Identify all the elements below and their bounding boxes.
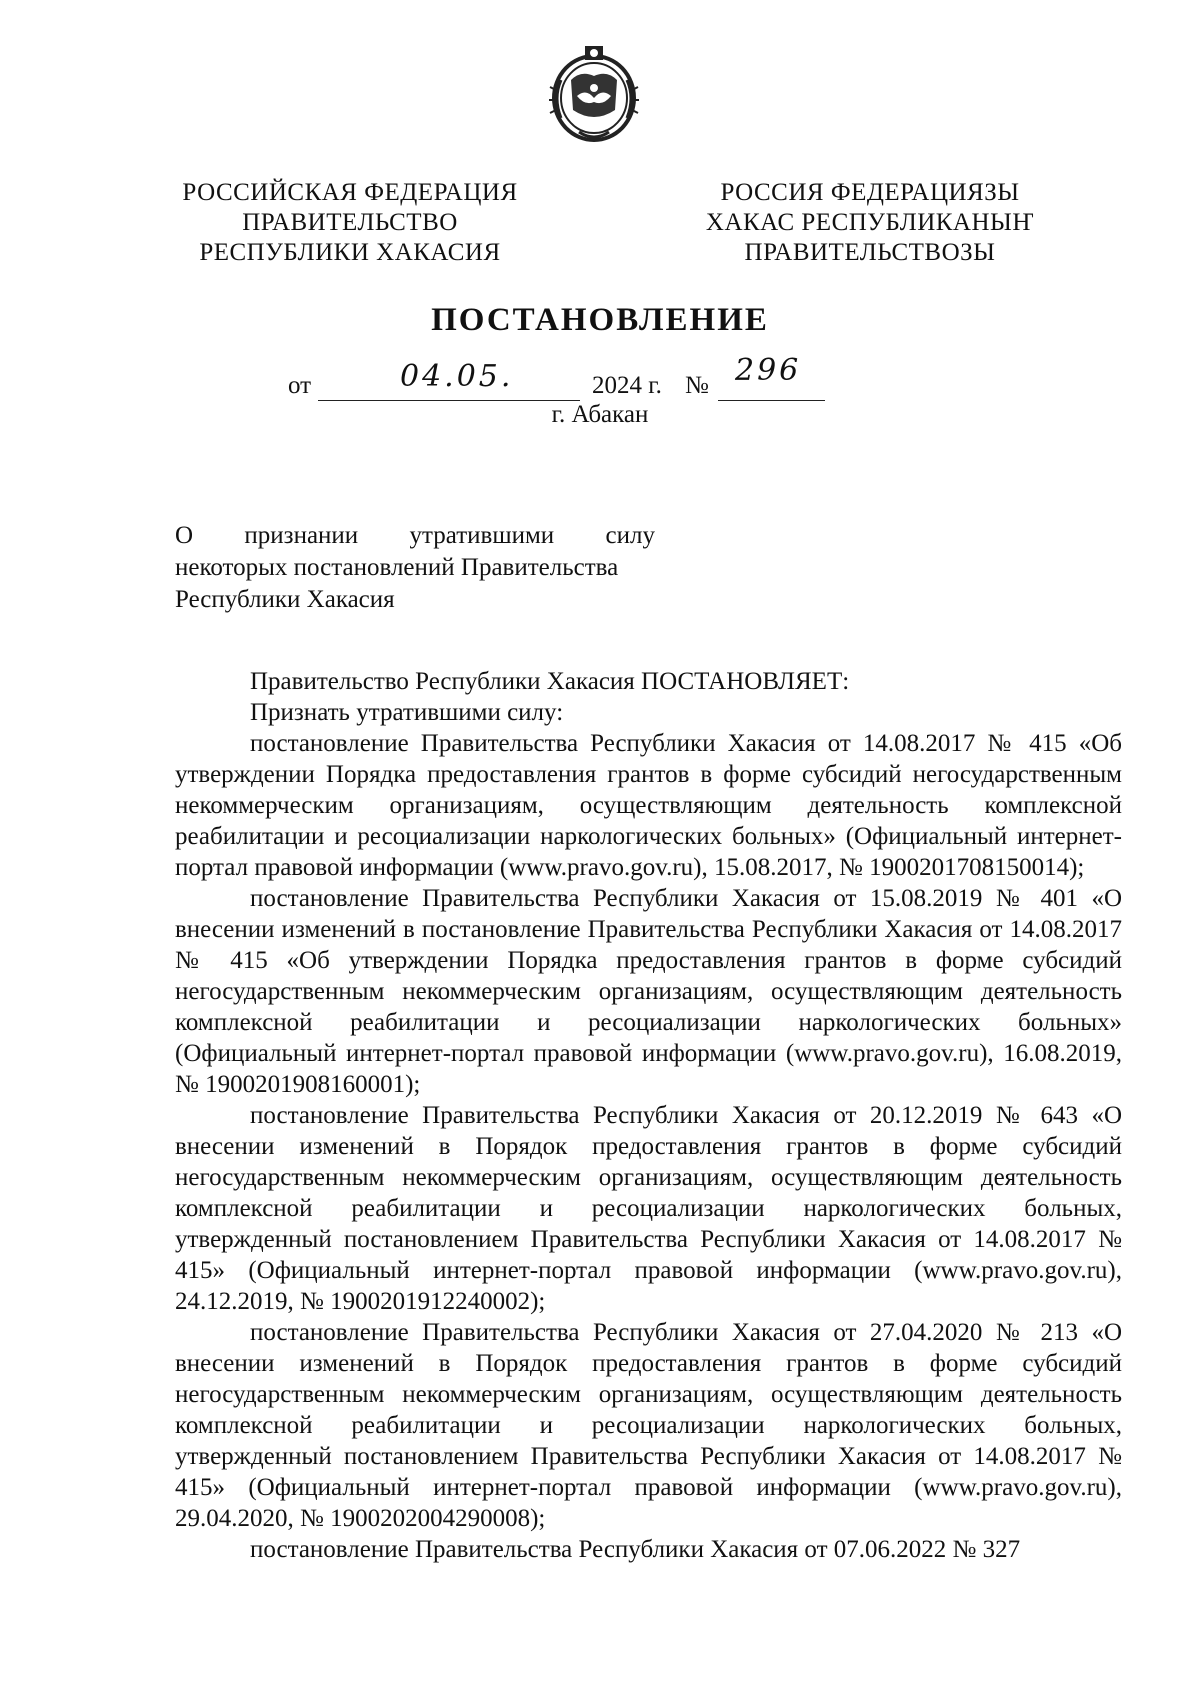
body-paragraph-preamble: Правительство Республики Хакасия ПОСТАНОВЛЯЕТ:	[250, 668, 850, 695]
header-right-block	[680, 178, 1060, 268]
document-body	[175, 666, 1122, 1565]
header-right-line-1: РОССИЯ ФЕДЕРАЦИЯЗЫ	[720, 179, 1020, 206]
number-sign: №	[685, 372, 709, 399]
body-paragraph-item-3: постановление Правительства Республики Хакасия от 20.12.2019 № 643 «О внесении изменений в Порядок предоставления грантов в форме субсидий негосударственным некоммерческим организациям, осуществляющим деятельность комплексной реабилитации и ресоциализации наркологических больных, утвержденный постановлением Правительства Республики Хакасия от 14.08.2017 № 415» (Официальный интернет-портал правовой информации (www.pravo.gov.ru), 24.12.2019, № 1900201912240002);	[175, 1102, 1122, 1315]
header-left-block	[150, 178, 550, 268]
document-title: ПОСТАНОВЛЕНИЕ	[431, 302, 769, 338]
body-paragraph-item-2: постановление Правительства Республики Хакасия от 15.08.2019 № 401 «О внесении изменений в постановление Правительства Республики Хакасия от 14.08.2017 № 415 «Об утверждении Порядка предоставления грантов в форме субсидий негосударственным некоммерческим организациям, осуществляющим деятельность комплексной реабилитации и ресоциализации наркологических больных» (Официальный интернет-портал правовой информации (www.pravo.gov.ru), 16.08.2019, № 1900201908160001);	[175, 885, 1122, 1098]
body-paragraph-item-5: постановление Правительства Республики Хакасия от 07.06.2022 № 327	[250, 1536, 1021, 1563]
handwritten-number: 296	[735, 353, 802, 388]
city-label: г. Абакан	[551, 401, 649, 428]
coat-of-arms-icon	[541, 40, 648, 150]
subject-line-1: О признании утратившими силу	[175, 522, 655, 549]
header-left-line-3: РЕСПУБЛИКИ ХАКАСИЯ	[199, 239, 501, 266]
body-paragraph-item-4: постановление Правительства Республики Хакасия от 27.04.2020 № 213 «О внесении изменений в Порядок предоставления грантов в форме субсидий негосударственным некоммерческим организациям, осуществляющим деятельность комплексной реабилитации и ресоциализации наркологических больных, утвержденный постановлением Правительства Республики Хакасия от 14.08.2017 № 415» (Официальный интернет-портал правовой информации (www.pravo.gov.ru), 29.04.2020, № 1900202004290008);	[175, 1319, 1122, 1532]
from-label: от	[288, 372, 312, 399]
year-label: 2024 г.	[592, 372, 662, 399]
document-subject	[175, 520, 655, 616]
header-left-line-1: РОССИЙСКАЯ ФЕДЕРАЦИЯ	[182, 179, 518, 206]
header-right-line-3: ПРАВИТЕЛЬСТВОЗЫ	[744, 239, 996, 266]
subject-line-rest: некоторых постановлений Правительства Республики Хакасия	[175, 554, 619, 613]
date-number-line	[0, 353, 1200, 405]
body-paragraph-intro: Признать утратившими силу:	[250, 699, 564, 726]
header-left-line-2: ПРАВИТЕЛЬСТВО	[242, 209, 458, 236]
body-paragraph-item-1: постановление Правительства Республики Хакасия от 14.08.2017 № 415 «Об утверждении Порядка предоставления грантов в форме субсидий негосударственным некоммерческим организациям, осуществляющим деятельность комплексной реабилитации и ресоциализации наркологических больных» (Официальный интернет-портал правовой информации (www.pravo.gov.ru), 15.08.2017, № 1900201708150014);	[175, 730, 1122, 881]
header-right-line-2: ХАКАС РЕСПУБЛИКАНЫҤ	[705, 209, 1035, 236]
handwritten-date: 04.05.	[400, 359, 514, 394]
coat-of-arms-emblem	[541, 40, 648, 150]
